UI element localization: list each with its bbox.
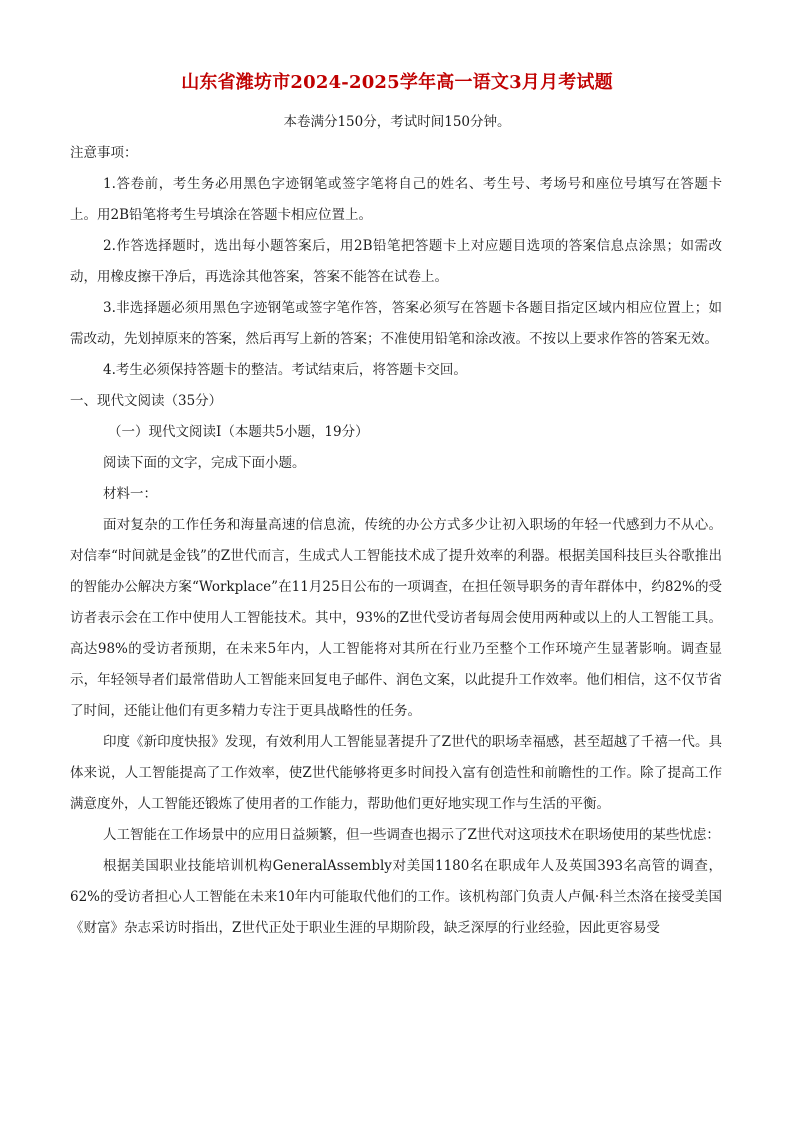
notice-item: 2.作答选择题时，选出每小题答案后，用2B铅笔把答题卡上对应题目选项的答案信息点涂黑；如需改动，用橡皮擦干净后，再选涂其他答案，答案不能答在试卷上。 bbox=[70, 238, 722, 285]
body-paragraph: 人工智能在工作场景中的应用日益频繁，但一些调查也揭示了Z世代对这项技术在职场使用的某些忧虑： bbox=[103, 827, 720, 843]
exam-info: 本卷满分150分，考试时间150分钟。 bbox=[283, 114, 511, 130]
notice-item: 4.考生必须保持答题卡的整洁。考试结束后，将答题卡交回。 bbox=[103, 362, 467, 378]
notice-heading: 注意事项： bbox=[70, 145, 138, 161]
body-paragraph: 根据美国职业技能培训机构GeneralAssembly对美国1180名在职成年人及英国393名高管的调查，62%的受访者担心人工智能在未来10年内可能取代他们的工作。该机构部门负责人卢佩·科兰杰洛在接受美国《财富》杂志采访时指出，Z世代正处于职业生涯的早期阶段，缺乏深厚的行业经验，因此更容易受 bbox=[70, 858, 722, 936]
page-title: 山东省潍坊市2024-2025学年高一语文3月月考试题 bbox=[181, 72, 613, 93]
subsection-heading: （一）现代文阅读Ⅰ（本题共5小题，19分） bbox=[108, 424, 369, 440]
reading-instruction: 阅读下面的文字，完成下面小题。 bbox=[103, 455, 306, 471]
section-heading: 一、现代文阅读（35分） bbox=[70, 393, 223, 409]
notice-item: 1.答卷前，考生务必用黑色字迹钢笔或签字笔将自己的姓名、考生号、考场号和座位号填写在答题卡上。用2B铅笔将考生号填涂在答题卡相应位置上。 bbox=[70, 176, 722, 223]
material-label: 材料一： bbox=[103, 486, 157, 502]
notice-item: 3.非选择题必须用黑色字迹钢笔或签字笔作答，答案必须写在答题卡各题目指定区域内相应位置上；如需改动，先划掉原来的答案，然后再写上新的答案；不准使用铅笔和涂改液。不按以上要求作答的答案无效。 bbox=[70, 300, 722, 347]
body-paragraph: 面对复杂的工作任务和海量高速的信息流，传统的办公方式多少让初入职场的年轻一代感到力不从心。对信奉“时间就是金钱”的Z世代而言，生成式人工智能技术成了提升效率的利器。根据美国科技巨头谷歌推出的智能办公解决方案“Workplace”在11月25日公布的一项调查，在担任领导职务的青年群体中，约82%的受访者表示会在工作中使用人工智能技术。其中，93%的Z世代受访者每周会使用两种或以上的人工智能工具。高达98%的受访者预期，在未来5年内，人工智能将对其所在行业乃至整个工作环境产生显著影响。调查显示，年轻领导者们最常借助人工智能来回复电子邮件、润色文案，以此提升工作效率。他们相信，这不仅节省了时间，还能让他们有更多精力专注于更具战略性的任务。 bbox=[70, 517, 722, 719]
document-body bbox=[70, 138, 722, 944]
body-paragraph: 印度《新印度快报》发现，有效利用人工智能显著提升了Z世代的职场幸福感，甚至超越了千禧一代。具体来说，人工智能提高了工作效率，使Z世代能够将更多时间投入富有创造性和前瞻性的工作。除了提高工作满意度外，人工智能还锻炼了使用者的工作能力，帮助他们更好地实现工作与生活的平衡。 bbox=[70, 734, 722, 812]
